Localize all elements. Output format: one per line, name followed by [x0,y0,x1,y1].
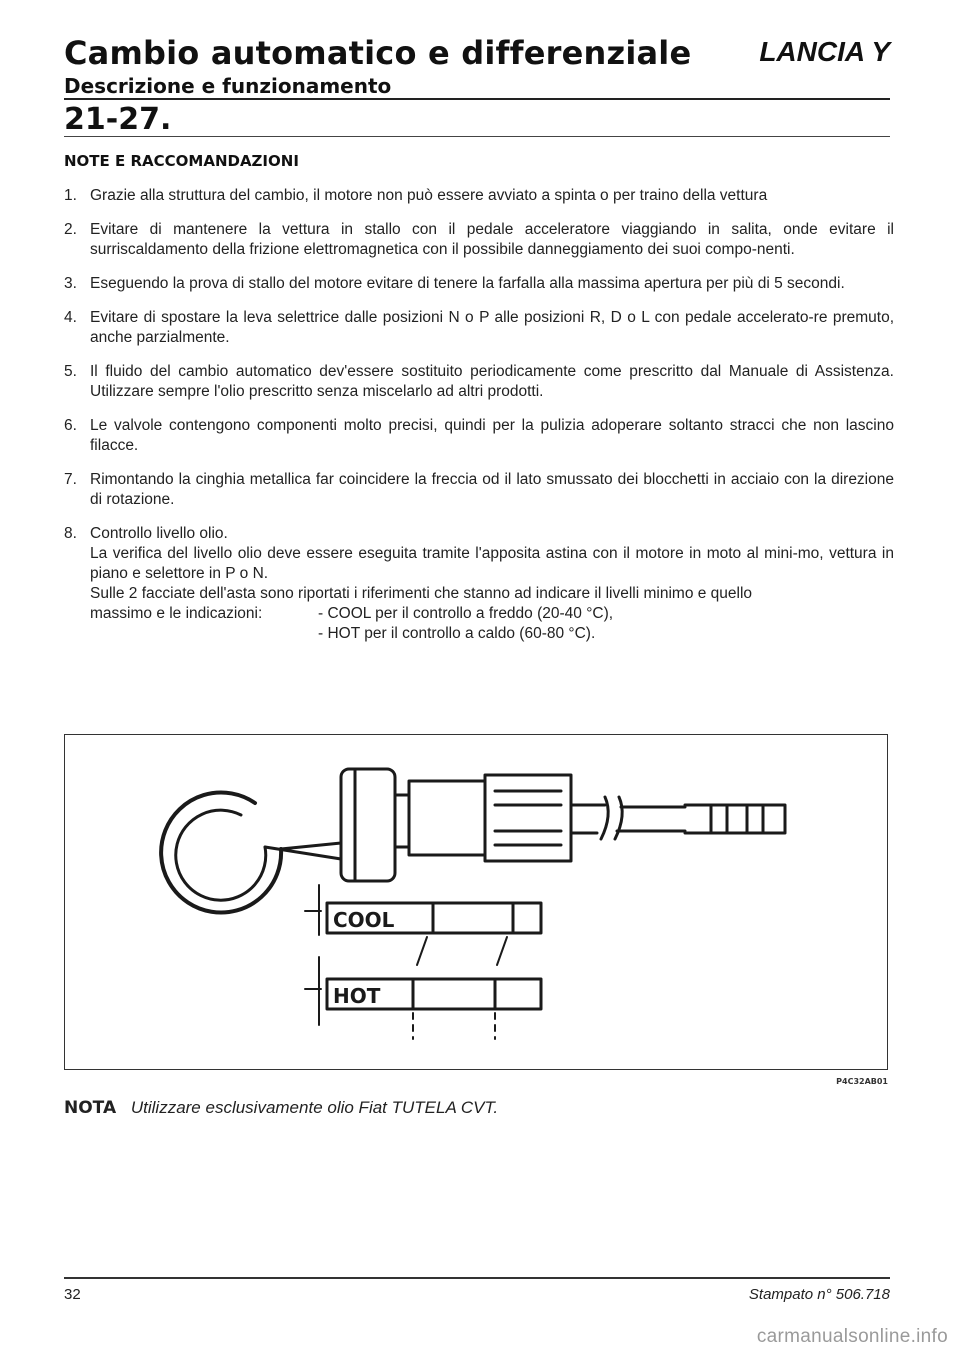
indication-row [90,604,894,624]
figure-code: P4C32AB01 [836,1077,888,1086]
dipstick-tip [685,805,785,833]
dipstick-rod [571,805,605,833]
cool-mark [433,903,513,933]
note-number: 4. [64,309,77,326]
indication-lead: massimo e le indicazioni: [90,605,263,622]
section-number: 21-27. [64,102,172,137]
note-item [64,186,894,206]
cool-guide [417,937,507,965]
notes-heading: NOTE E RACCOMANDAZIONI [64,152,299,170]
document-title: Cambio automatico e differenziale [64,34,692,72]
dipstick-rod [617,807,685,831]
hot-guide [413,1013,495,1039]
dipstick-mark [747,805,763,833]
hot-mark [413,979,495,1009]
note-text: Grazie alla struttura del cambio, il motore non può essere avviato a spinta o per traino della vettura [90,187,768,204]
section-rule [64,136,890,137]
note-number: 8. [64,525,77,542]
note-number: 6. [64,417,77,434]
header-rule [64,98,890,100]
footer-rule [64,1277,890,1279]
note-text: Il fluido del cambio automatico dev'essere sostituito periodicamente come prescritto dal Manuale di Assistenza. Utilizzare sempre l'olio prescritto senza miscelarlo ad altri prodotti. [90,363,894,400]
cool-arrow [305,885,321,935]
note-text: Rimontando la cinghia metallica far coincidere la freccia od il lato smussato dei blocchetti in acciaio con la direzione di rotazione. [90,471,894,508]
note-line: Controllo livello olio. [90,525,228,542]
note-text: Le valvole contengono componenti molto precisi, quindi per la pulizia adoperare soltanto stracci che non lascino filacce. [90,417,894,454]
brand-label: LANCIA Y [759,36,890,67]
indication-row [90,624,894,644]
note-line: Sulle 2 facciate dell'asta sono riportati i riferimenti che stanno ad indicare il livelli minimo e quello [90,585,753,602]
dipstick-neck [281,843,341,849]
note-number: 1. [64,187,77,204]
printed-number: Stampato n° 506.718 [748,1286,890,1303]
dipstick-mark [711,805,727,833]
note-item [64,416,894,456]
note-item [64,274,894,294]
note-text: Evitare di spostare la leva selettrice dalle posizioni N o P alle posizioni R, D o L con pedale accelerato-re premuto, anche parzialmente. [90,309,894,346]
note-item [64,524,894,644]
note-number: 3. [64,275,77,292]
nota-label: NOTA [64,1098,117,1118]
indication-spacer [90,624,318,644]
note-text [90,524,894,644]
page-number: 32 [64,1286,81,1303]
indication-cool: - COOL per il controllo a freddo (20-40 °C), [318,605,614,622]
notes-list [64,186,894,658]
indication-hot: - HOT per il controllo a caldo (60-80 °C). [318,625,596,642]
dipstick-figure [64,734,888,1070]
dipstick-collar [395,795,409,847]
dipstick-seal [485,775,571,861]
watermark: carmanualsonline.info [756,1326,948,1347]
dipstick-neck [265,847,341,859]
nota-text: Utilizzare esclusivamente olio Fiat TUTELA CVT. [130,1098,499,1117]
document-subtitle: Descrizione e funzionamento [64,74,392,98]
nota [64,1098,498,1118]
note-line: La verifica del livello olio deve essere eseguita tramite l'apposita astina con il motore in moto al mini-mo, vettura in piano e selettore in P o N. [90,545,894,582]
note-item [64,220,894,260]
dipstick-drawing [65,735,887,1069]
dipstick-body [409,781,485,855]
dipstick-break [601,797,622,839]
note-item [64,470,894,510]
dipstick-ring-inner [176,810,266,900]
note-number: 5. [64,363,77,380]
cool-label: COOL [333,908,395,932]
note-item [64,308,894,348]
dipstick-cap [341,769,395,881]
hot-label: HOT [333,984,381,1008]
dipstick-seal-slot [495,791,561,845]
note-number: 2. [64,221,77,238]
note-text: Eseguendo la prova di stallo del motore evitare di tenere la farfalla alla massima apertura per più di 5 secondi. [90,275,845,292]
note-item [64,362,894,402]
hot-arrow [305,957,321,1025]
note-number: 7. [64,471,77,488]
note-text: Evitare di mantenere la vettura in stallo con il pedale acceleratore viaggiando in salita, onde evitare il surriscaldamento della frizione elettromagnetica con il possibile danneggiamento dei suoi compo-nenti. [90,221,894,258]
